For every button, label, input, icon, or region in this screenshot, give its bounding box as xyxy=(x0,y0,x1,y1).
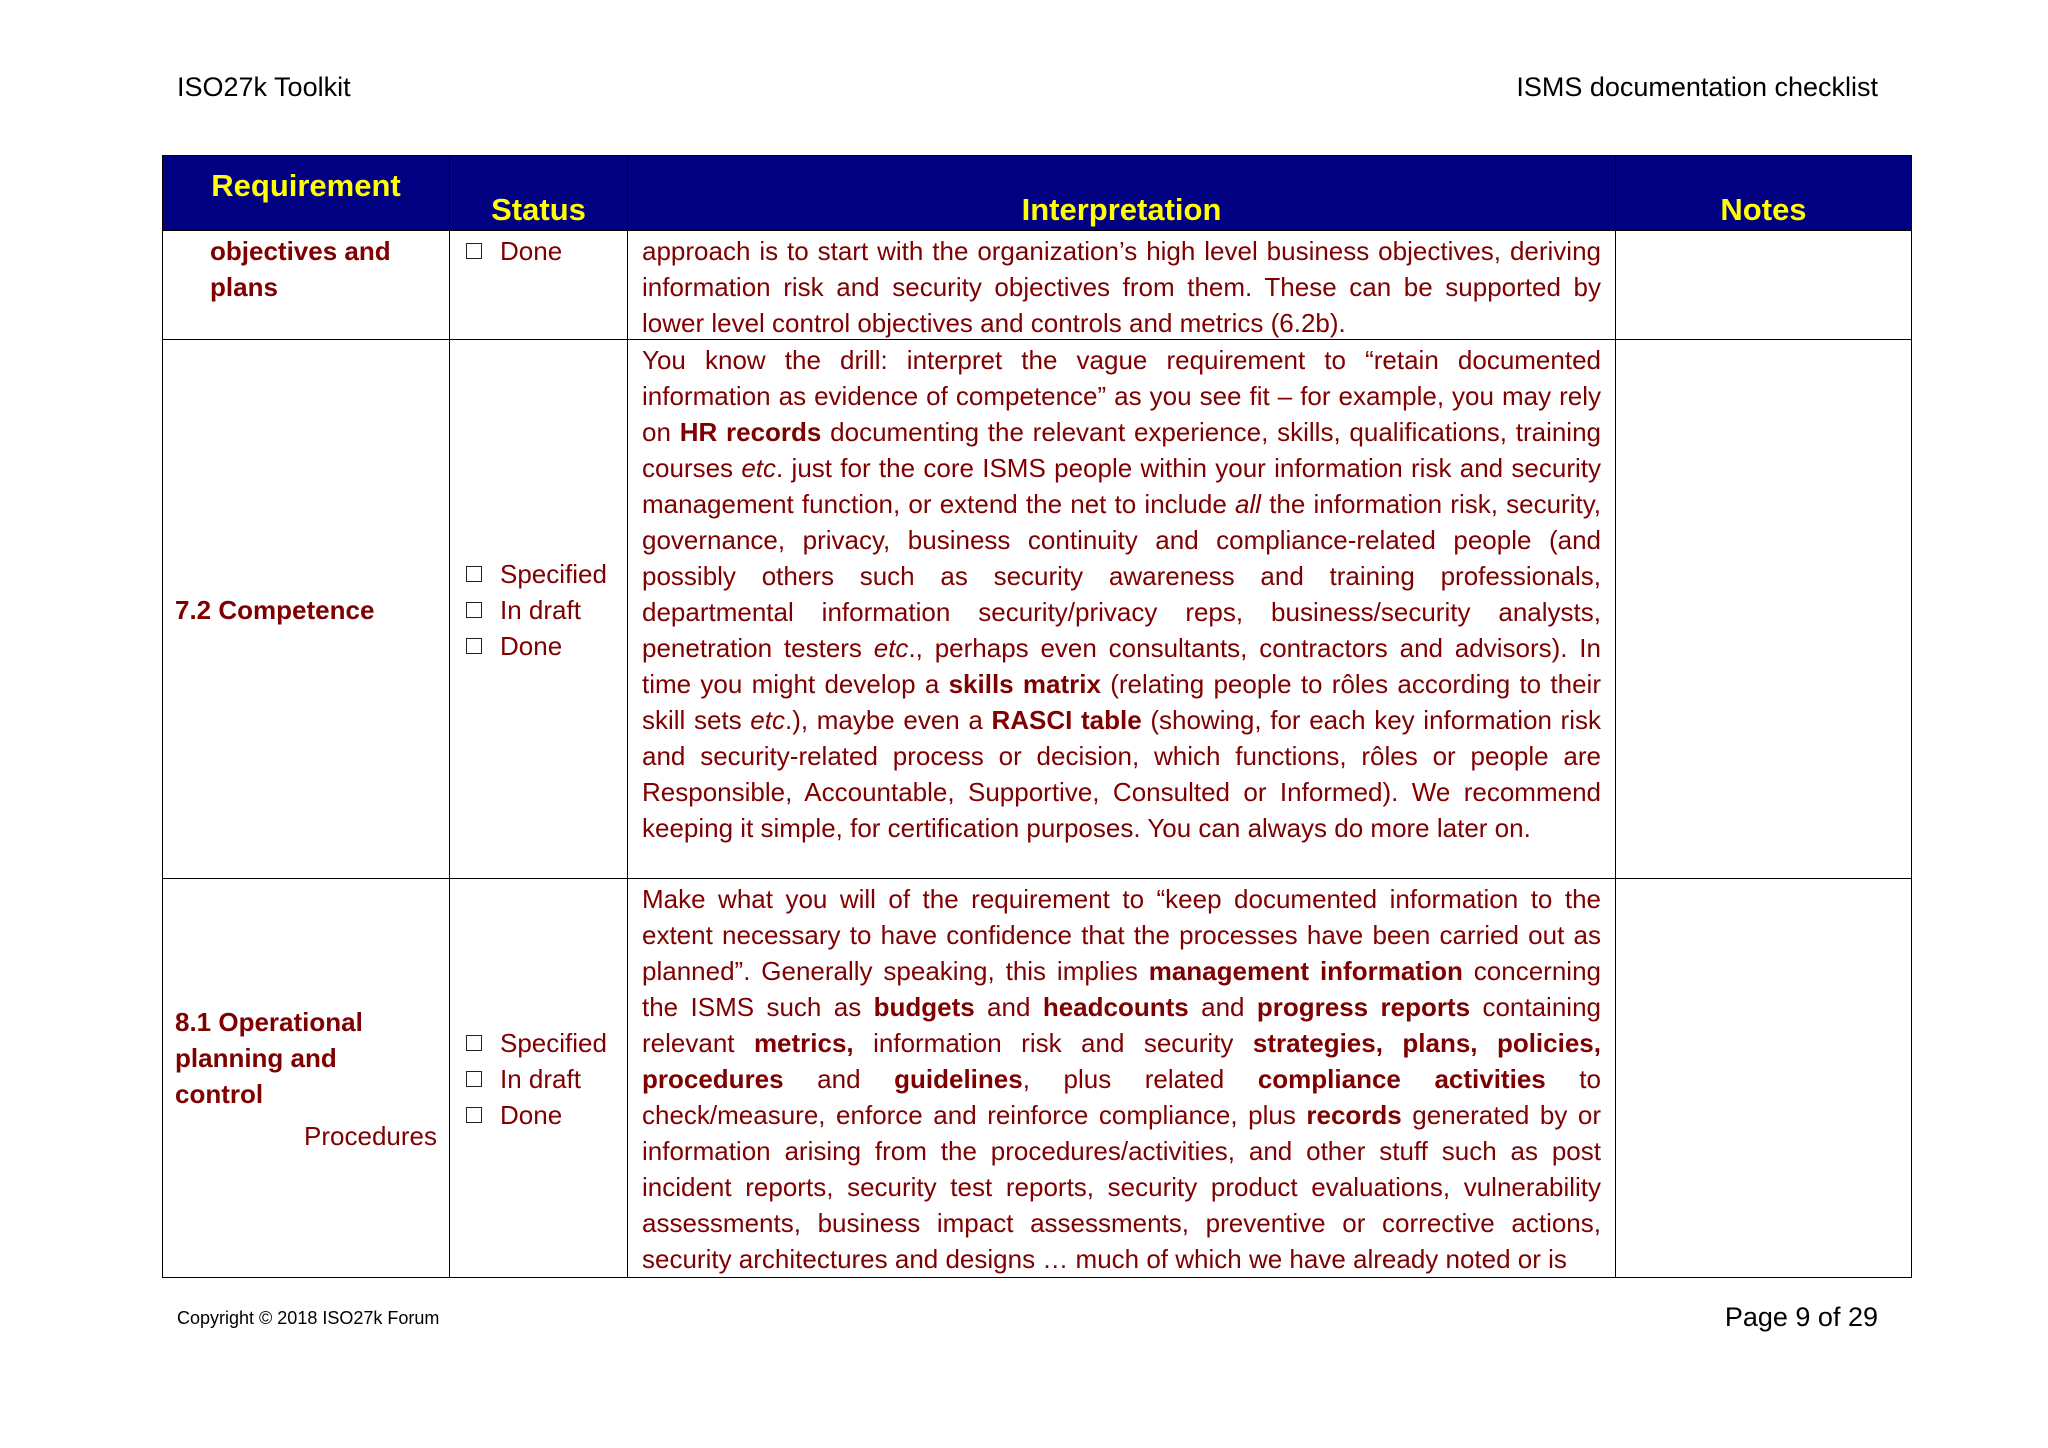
text-run: , plus related xyxy=(1022,1064,1258,1094)
requirement-cell xyxy=(163,879,450,1278)
status-option-label: Done xyxy=(500,236,563,266)
table-row xyxy=(163,231,1912,340)
table-row xyxy=(163,879,1912,1278)
interpretation-cell xyxy=(628,340,1616,879)
table-row xyxy=(163,340,1912,879)
checklist-table xyxy=(162,155,1912,1278)
text-run: and xyxy=(974,992,1043,1022)
emphasis-term: metrics, xyxy=(753,1028,854,1058)
footer-copyright: Copyright © 2018 ISO27k Forum xyxy=(177,1308,440,1328)
interpretation-cell xyxy=(628,231,1616,340)
interpretation-text xyxy=(642,881,1601,1277)
notes-cell[interactable] xyxy=(1616,231,1912,340)
emphasis-term: progress reports xyxy=(1256,992,1471,1022)
requirement-line: objectives and xyxy=(210,236,391,266)
footer-page-number: Page 9 of 29 xyxy=(1724,1302,1878,1332)
checkbox-icon[interactable] xyxy=(466,243,482,259)
checkbox-icon[interactable] xyxy=(466,1107,482,1123)
italic-term: etc xyxy=(741,453,777,483)
text-run: documenting the relevant experience, skills, qualifications, training courses xyxy=(642,417,1601,483)
checkbox-icon[interactable] xyxy=(466,1035,482,1051)
status-option-in-draft[interactable] xyxy=(466,592,621,628)
text-run: You know the drill: interpret the vague requirement to “retain documented information as evidence of competence” as you see fit – for example, you may rely on xyxy=(642,345,1601,447)
status-option-label: Done xyxy=(500,1100,563,1130)
text-run: and xyxy=(1188,992,1257,1022)
emphasis-term: HR records xyxy=(679,417,822,447)
status-option-done[interactable] xyxy=(466,1097,621,1133)
text-run: generated by or information arising from the procedures/activities, and other stuff such as post incident reports, security test reports, security product evaluations, vulnerability assessments, business impact assessments, preventive or corrective actions, security architectures and designs … much of which we have already noted or is xyxy=(642,1100,1601,1274)
notes-cell[interactable] xyxy=(1616,340,1912,879)
text-run: (relating people to rôles according to their skill sets xyxy=(642,669,1601,735)
status-cell xyxy=(450,879,628,1278)
status-option-specified[interactable] xyxy=(466,1025,621,1061)
text-run: to check/measure, enforce and reinforce compliance, plus xyxy=(642,1064,1601,1130)
text-run: concerning the ISMS such as xyxy=(642,956,1601,1022)
status-option-label: In draft xyxy=(500,595,581,625)
text-run: containing relevant xyxy=(642,992,1601,1058)
emphasis-term: strategies, plans, policies, procedures xyxy=(642,1028,1601,1094)
interpretation-text xyxy=(642,233,1601,339)
status-cell xyxy=(450,340,628,879)
notes-cell[interactable] xyxy=(1616,879,1912,1278)
checkbox-icon[interactable] xyxy=(466,1071,482,1087)
text-run: the information risk, security, governance, privacy, business continuity and compliance-related people (and possibly others such as security awareness and training professionals, departmental information security/privacy reps, business/security analysts, penetration testers xyxy=(642,489,1601,663)
emphasis-term: guidelines xyxy=(894,1064,1023,1094)
text-run: Make what you will of the requirement to “keep documented information to the extent necessary to have confidence that the processes have been carried out as planned”. Generally speaking, this implies xyxy=(642,884,1601,986)
header-document-title: ISMS documentation checklist xyxy=(1516,72,1878,102)
text-run: (showing, for each key information risk and security-related process or decision, which functions, rôles or people are Responsible, Accountable, Supportive, Consulted or Informed). We recommend keeping it simple, for certification purposes. You can always do more later on. xyxy=(642,705,1601,843)
requirement-cell xyxy=(163,231,450,340)
column-header-requirement: Requirement xyxy=(163,156,450,231)
checkbox-icon[interactable] xyxy=(466,566,482,582)
status-option-done[interactable] xyxy=(466,233,621,269)
italic-term: all xyxy=(1235,489,1262,519)
status-option-in-draft[interactable] xyxy=(466,1061,621,1097)
column-header-status: Status xyxy=(450,156,628,231)
text-run: approach is to start with the organization’s high level business objectives, deriving information risk and security objectives from them. These can be supported by lower level control objectives and controls and metrics (6.2b). xyxy=(642,236,1601,338)
text-run: .), maybe even a xyxy=(784,705,992,735)
requirement-subtitle: Procedures xyxy=(304,1121,437,1151)
text-run: information risk and security xyxy=(853,1028,1253,1058)
column-header-interpretation: Interpretation xyxy=(628,156,1616,231)
checkbox-icon[interactable] xyxy=(466,602,482,618)
text-run: ., perhaps even consultants, contractors and advisors). In time you might develop a xyxy=(642,633,1601,699)
requirement-title xyxy=(175,1004,437,1112)
requirement-line: control xyxy=(175,1079,264,1109)
emphasis-term: compliance activities xyxy=(1257,1064,1546,1094)
header-toolkit-title: ISO27k Toolkit xyxy=(177,72,351,102)
emphasis-term: skills matrix xyxy=(948,669,1101,699)
emphasis-term: headcounts xyxy=(1042,992,1189,1022)
checkbox-icon[interactable] xyxy=(466,638,482,654)
status-option-label: Specified xyxy=(500,1028,607,1058)
status-option-label: In draft xyxy=(500,1064,581,1094)
requirement-line: 8.1 Operational xyxy=(175,1007,363,1037)
emphasis-term: records xyxy=(1306,1100,1402,1130)
status-option-label: Done xyxy=(500,631,563,661)
text-run: . just for the core ISMS people within your information risk and security management function, or extend the net to include xyxy=(642,453,1601,519)
requirement-line: planning and xyxy=(175,1043,337,1073)
status-cell xyxy=(450,231,628,340)
emphasis-term: management information xyxy=(1148,956,1463,986)
interpretation-cell xyxy=(628,879,1616,1278)
emphasis-term: RASCI table xyxy=(991,705,1142,735)
status-option-specified[interactable] xyxy=(466,556,621,592)
text-run: and xyxy=(783,1064,895,1094)
table-header-row xyxy=(163,156,1912,231)
status-option-done[interactable] xyxy=(466,628,621,664)
emphasis-term: budgets xyxy=(873,992,975,1022)
requirement-cell xyxy=(163,340,450,879)
requirement-title: 7.2 Competence xyxy=(175,595,375,625)
requirement-line: plans xyxy=(210,272,278,302)
column-header-notes: Notes xyxy=(1616,156,1912,231)
interpretation-text xyxy=(642,342,1601,846)
italic-term: etc xyxy=(873,633,909,663)
italic-term: etc xyxy=(750,705,785,735)
status-option-label: Specified xyxy=(500,559,607,589)
